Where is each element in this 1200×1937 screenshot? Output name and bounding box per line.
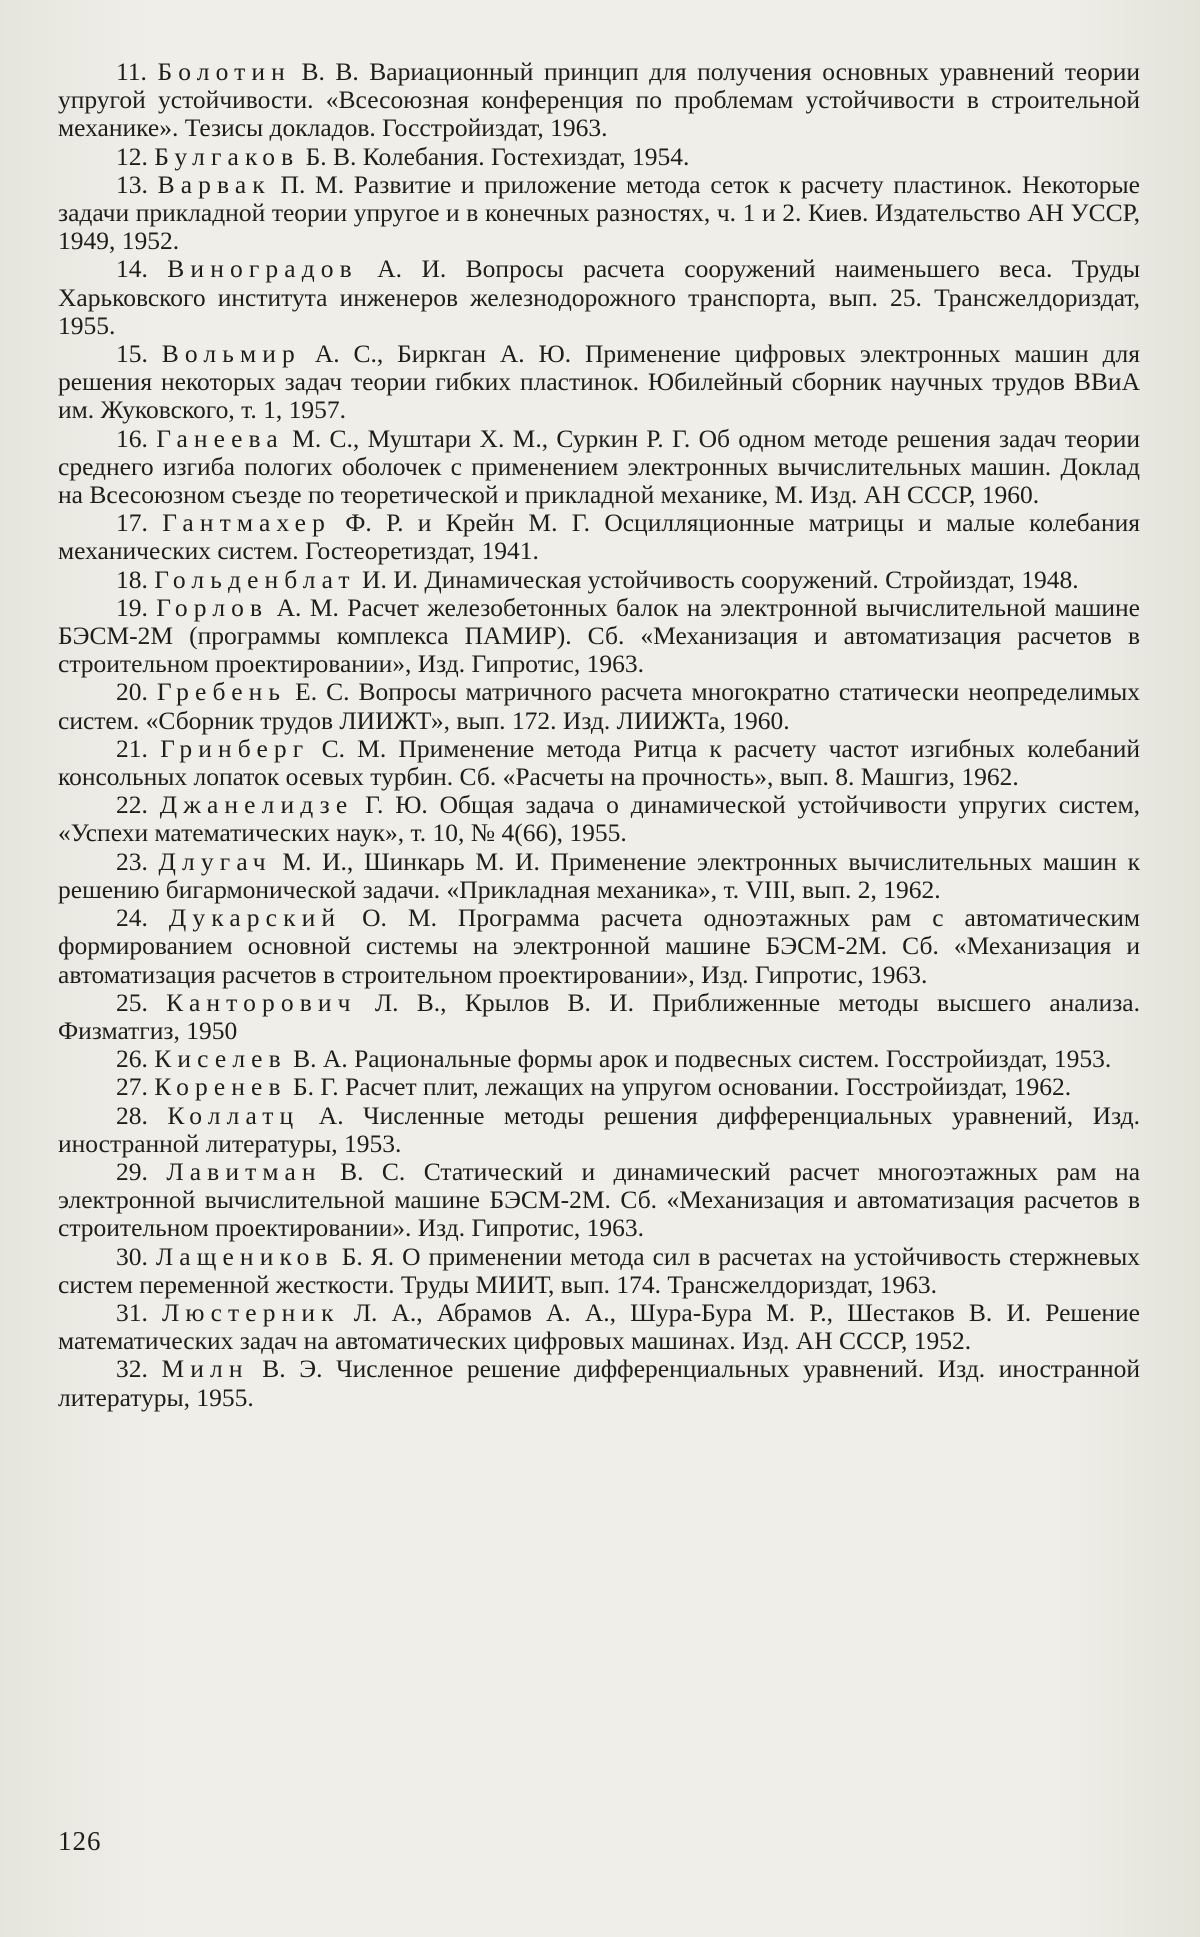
reference-item (58, 1243, 1140, 1299)
reference-text: М. И., Шинкарь М. И. Применение электронных вычислительных машин к решению бигармонической задачи. «Прикладная механика», т. VIII, вып. 2, 1962. (58, 846, 1140, 904)
reference-number: 19. (116, 592, 148, 622)
reference-number: 11. (116, 57, 147, 86)
reference-number: 12. (116, 141, 148, 171)
reference-item (58, 594, 1140, 679)
reference-item (58, 989, 1140, 1045)
reference-item (58, 791, 1140, 847)
reference-author: Лащеников (155, 1241, 334, 1271)
reference-text: А. С., Биркган А. Ю. Применение цифровых электронных машин для решения некоторых задач теории гибких пластинок. Юбилейный сборник научных трудов ВВиА им. Жуковского, т. 1, 1957. (58, 339, 1140, 425)
reference-text: Г. Ю. Общая задача о динамической устойчивости упругих систем, «Успехи математических наук», т. 10, № 4(66), 1955. (58, 790, 1141, 848)
reference-item (58, 1045, 1140, 1073)
reference-number: 16. (116, 423, 148, 453)
reference-text: С. М. Применение метода Ритца к расчету частот изгибных колебаний консольных лопаток осевых турбин. Сб. «Расчеты на прочность», вып. 8. Машгиз, 1962. (58, 733, 1141, 792)
reference-author: Джанелидзе (159, 790, 354, 820)
reference-number: 22. (116, 790, 148, 820)
reference-item (58, 1102, 1140, 1158)
reference-item (58, 848, 1140, 904)
reference-text: В. В. Вариационный принцип для получения основных уравнений теории упругой устойчивости. «Всесоюзная конференция по проблемам устойчивости в строительной механике». Тезисы докладов. Госстройиздат, 1963. (58, 57, 1141, 143)
reference-author: Болотин (157, 57, 291, 86)
reference-list (58, 58, 1140, 1412)
reference-number: 21. (116, 733, 148, 763)
reference-text: М. С., Муштари Х. М., Суркин Р. Г. Об одном методе решения задач теории среднего изгиба пологих оболочек с применением электронных вычислительных машин. Доклад на Всесоюзном съезде по теоретической и прикладной механике, М. Изд. АН СССР, 1960. (58, 423, 1141, 510)
reference-number: 31. (116, 1297, 148, 1327)
reference-author: Длугач (158, 846, 272, 876)
reference-item (58, 340, 1140, 425)
reference-number: 26. (116, 1044, 148, 1074)
reference-number: 32. (116, 1354, 148, 1384)
reference-text: Л. В., Крылов В. И. Приближенные методы высшего анализа. Физматгиз, 1950 (58, 987, 1140, 1045)
reference-number: 14. (116, 254, 148, 284)
reference-text: Е. С. Вопросы матричного расчета многократно статически неопределимых систем. «Сборник трудов ЛИИЖТ», вып. 172. Изд. ЛИИЖТа, 1960. (58, 677, 1141, 735)
reference-author: Гантмахер (162, 508, 331, 538)
reference-number: 29. (116, 1156, 148, 1186)
reference-author: Ганеева (156, 423, 284, 453)
reference-number: 15. (116, 339, 148, 369)
reference-text: П. М. Развитие и приложение метода сеток к расчету пластинок. Некоторые задачи прикладной теории упругое и в конечных разностях, ч. 1 и 2. Киев. Издательство АН УССР, 1949, 1952. (58, 169, 1141, 256)
reference-number: 24. (116, 903, 148, 933)
reference-text: Ф. Р. и Крейн М. Г. Осцилляционные матрицы и малые колебания механических систем. Гостеоретиздат, 1941. (58, 508, 1140, 566)
reference-number: 13. (116, 169, 148, 199)
reference-author: Гольденблат (154, 564, 356, 594)
reference-author: Гребень (156, 677, 287, 707)
reference-number: 23. (116, 846, 148, 876)
reference-item (58, 509, 1140, 565)
reference-item (58, 255, 1140, 340)
reference-author: Канторович (166, 987, 357, 1017)
reference-item (58, 735, 1140, 791)
reference-item (58, 58, 1140, 143)
reference-item (58, 1158, 1140, 1243)
reference-item (58, 566, 1140, 594)
reference-number: 25. (116, 987, 148, 1017)
reference-text: А. И. Вопросы расчета сооружений наименьшего веса. Труды Харьковского института инженеров железнодорожного транспорта, вып. 25. Трансжелдориздат, 1955. (58, 254, 1141, 340)
reference-author: Коренев (154, 1072, 287, 1102)
page-number: 126 (58, 1826, 102, 1856)
reference-item (58, 1073, 1140, 1101)
reference-text: Б. Я. О применении метода сил в расчетах на устойчивость стержневых систем переменной жесткости. Труды МИИТ, вып. 174. Трансжелдориздат, 1963. (58, 1241, 1140, 1299)
reference-author: Коллатц (167, 1100, 300, 1130)
reference-text: И. И. Динамическая устойчивость сооружений. Стройиздат, 1948. (362, 564, 1079, 594)
reference-author: Гринберг (160, 733, 310, 763)
reference-item (58, 171, 1140, 256)
reference-item (58, 1299, 1140, 1355)
reference-number: 27. (116, 1072, 148, 1102)
reference-item (58, 143, 1140, 171)
reference-item (58, 904, 1140, 989)
reference-number: 20. (116, 677, 148, 707)
reference-author: Лавитман (166, 1156, 322, 1186)
reference-number: 30. (116, 1241, 148, 1271)
reference-number: 17. (116, 508, 148, 538)
reference-text: Л. А., Абрамов А. А., Шура-Бура М. Р., Шестаков В. И. Решение математических задач на автоматических цифровых машинах. Изд. АН СССР, 1952. (58, 1297, 1140, 1356)
reference-author: Виноградов (167, 254, 358, 284)
reference-author: Горлов (156, 592, 269, 622)
reference-author: Милн (161, 1354, 249, 1384)
reference-text: Б. В. Колебания. Гостехиздат, 1954. (305, 141, 690, 171)
reference-author: Киселев (154, 1044, 287, 1074)
reference-item (58, 678, 1140, 734)
reference-number: 18. (116, 564, 148, 594)
reference-text: А. Численные методы решения дифференциальных уравнений, Изд. иностранной литературы, 1953. (58, 1100, 1141, 1158)
reference-text: Б. Г. Расчет плит, лежащих на упругом основании. Госстройиздат, 1962. (293, 1072, 1072, 1102)
reference-author: Булгаков (154, 141, 300, 171)
reference-author: Варвак (157, 169, 271, 199)
reference-text: В. А. Рациональные формы арок и подвесных систем. Госстройиздат, 1953. (293, 1044, 1112, 1074)
reference-author: Дукарский (168, 903, 342, 933)
reference-item (58, 1355, 1140, 1411)
reference-author: Вольмир (161, 339, 301, 369)
reference-text: В. Э. Численное решение дифференциальных уравнений. Изд. иностранной литературы, 1955. (58, 1354, 1140, 1412)
reference-text: А. М. Расчет железобетонных балок на электронной вычислительной машине БЭСМ-2М (программы комплекса ПАМИР). Сб. «Механизация и автоматизация расчетов в строительном проектировании», Изд. Гипротис, 1963. (58, 592, 1141, 679)
reference-number: 28. (116, 1100, 148, 1130)
reference-text: В. С. Статический и динамический расчет многоэтажных рам на электронной вычислительной машине БЭСМ-2М. Сб. «Механизация и автоматизация расчетов в строительном проектировании». Изд. Гипротис, 1963. (58, 1156, 1141, 1243)
reference-author: Люстерник (161, 1297, 340, 1327)
reference-text: О. М. Программа расчета одноэтажных рам с автоматическим формированием основной системы на электронной машине БЭСМ-2М. Сб. «Механизация и автоматизация расчетов в строительном проектировании», Изд. Гипротис, 1963. (58, 903, 1141, 989)
reference-item (58, 425, 1140, 510)
